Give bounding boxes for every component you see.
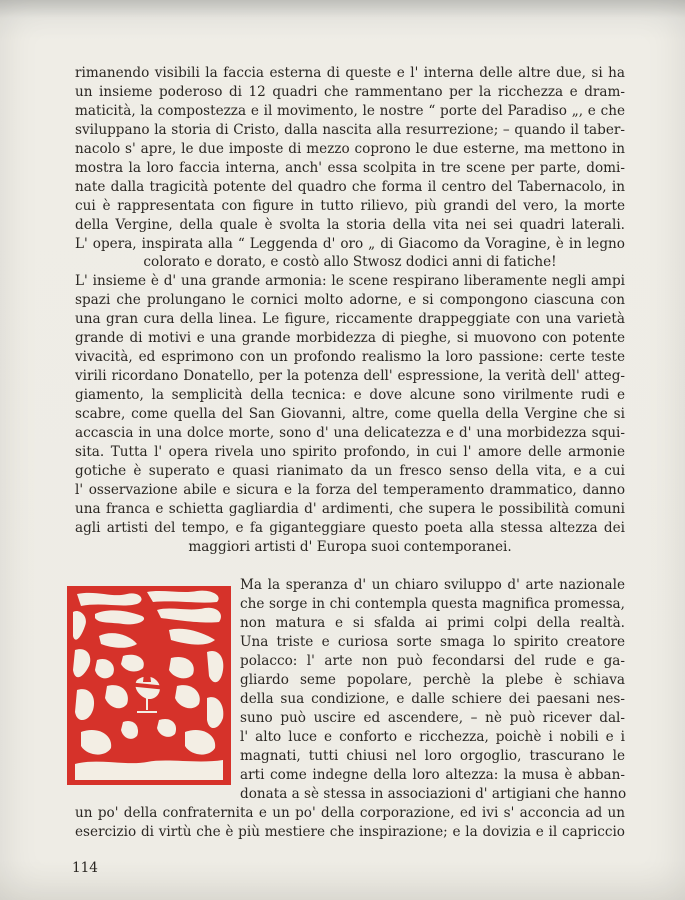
text-line: rimanendo visibili la faccia esterna di queste e l' interna delle altre due, si ha xyxy=(75,65,625,81)
text-line: accascia in una dolce morte, sono d' una delicatezza e d' una morbidezza squi- xyxy=(75,425,625,441)
text-line: della Vergine, della quale è svolta la storia della vita nei sei quadri laterali. xyxy=(75,217,625,233)
text-line: agli artisti del tempo, e fa giganteggiare questo poeta alla stessa altezza dei xyxy=(75,520,625,536)
text-line: una franca e schietta gagliardia d' ardimenti, che supera le possibilità comuni xyxy=(75,501,625,517)
text-line: cui è rappresentata con figure in tutto rilievo, più grandi del vero, la morte xyxy=(75,198,625,214)
text-line: Ma la speranza d' un chiaro sviluppo d' arte nazionale xyxy=(240,577,625,593)
text-line: spazi che prolungano le cornici molto adorne, e si compongono ciascuna con xyxy=(75,292,625,308)
text-line: donata a sè stessa in associazioni d' artigiani che hanno xyxy=(240,786,627,802)
text-line: nacolo s' apre, le due imposte di mezzo coprono le due esterne, ma mettono in xyxy=(75,141,625,157)
text-line: L' insieme è d' una grande armonia: le scene respirano liberamente negli ampi xyxy=(75,273,625,289)
text-line: sita. Tutta l' opera rivela uno spirito profondo, in cui l' amore delle armonie xyxy=(75,444,625,460)
text-line: scabre, come quella del San Giovanni, altre, come quella della Vergine che si xyxy=(75,406,625,422)
text-line: esercizio di virtù che è più mestiere che inspirazione; e la dovizia e il capriccio xyxy=(75,824,625,840)
text-line: polacco: l' arte non può fecondarsi del rude e ga- xyxy=(240,653,625,669)
text-line: mostra la loro faccia interna, anch' essa scolpita in tre scene per parte, domi- xyxy=(75,160,625,176)
text-line: virili ricordano Donatello, per la potenza dell' espressione, la verità dell' atteg- xyxy=(75,368,625,384)
text-line: gliardo seme popolare, perchè la plebe è schiava xyxy=(240,672,625,688)
text-line: l' osservazione abile e sicura e la forza del temperamento drammatico, danno xyxy=(75,482,625,498)
text-line: della sua condizione, e dalle schiere dei paesani nes- xyxy=(240,691,625,707)
text-line: l' alto luce e conforto e ricchezza, poichè i nobili e i xyxy=(240,729,625,745)
text-line: gotiche è superato e quasi rianimato da un fresco senso della vita, e a cui xyxy=(75,463,625,479)
text-line: nate dalla tragicità potente del quadro che forma il centro del Tabernacolo, in xyxy=(75,179,625,195)
text-line: L' opera, inspirata alla “ Leggenda d' oro „ di Giacomo da Voragine, è in legno xyxy=(75,236,625,252)
text-line: suno può uscire ed ascendere, – nè può ricever dal- xyxy=(240,710,625,726)
text-line: grande di motivi e una grande morbidezza di pieghe, si muovono con potente xyxy=(75,330,625,346)
page-number: 114 xyxy=(72,860,98,876)
text-line: magnati, tutti chiusi nel loro orgoglio, trascurano le xyxy=(240,748,625,764)
text-line: un insieme poderoso di 12 quadri che rammentano per la ricchezza e dram- xyxy=(75,84,625,100)
text-line: Una triste e curiosa sorte smaga lo spirito creatore xyxy=(240,634,625,650)
text-line: giamento, la semplicità della tecnica: e dove alcune sono virilmente rudi e xyxy=(75,387,625,403)
text-line: vivacità, ed esprimono con un profondo realismo la loro passione: certe teste xyxy=(75,349,625,365)
text-line: un po' della confraternita e un po' della corporazione, ed ivi s' acconcia ad un xyxy=(75,805,625,821)
text-line: colorato e dorato, e costò allo Stwosz dodici anni di fatiche! xyxy=(143,254,557,270)
text-line: una gran cura della linea. Le figure, riccamente drappeggiate con una varietà xyxy=(75,311,625,327)
text-line: che sorge in chi contempla questa magnifica promessa, xyxy=(240,596,625,612)
text-line: sviluppano la storia di Cristo, dalla nascita alla resurrezione; – quando il taber- xyxy=(75,122,625,138)
text-line: maticità, la compostezza e il movimento, le nostre “ porte del Paradiso „, e che xyxy=(75,103,625,119)
text-line: maggiori artisti d' Europa suoi contemporanei. xyxy=(188,539,512,555)
text-line: non matura e si sfalda ai primi colpi della realtà. xyxy=(240,615,625,631)
red-woodcut-illustration xyxy=(67,586,231,785)
text-line: arti come indegne della loro altezza: la musa è abban- xyxy=(240,767,625,783)
